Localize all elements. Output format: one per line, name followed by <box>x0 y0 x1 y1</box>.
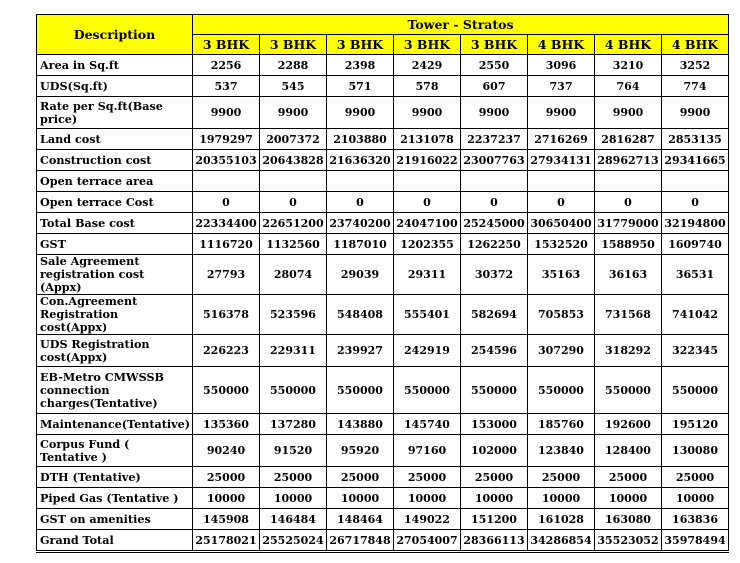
cell-value: 135360 <box>193 414 260 435</box>
cell-value: 550000 <box>260 367 327 414</box>
cell-value: 35523052 <box>595 530 662 552</box>
cell-value: 25245000 <box>461 213 528 234</box>
row-label: Corpus Fund ( Tentative ) <box>37 435 193 467</box>
cell-value: 27793 <box>193 255 260 295</box>
cell-value: 90240 <box>193 435 260 467</box>
cell-value: 10000 <box>327 488 394 509</box>
cell-value: 550000 <box>394 367 461 414</box>
cell-value: 318292 <box>595 335 662 367</box>
row-label: Construction cost <box>37 150 193 171</box>
cell-value: 151200 <box>461 509 528 530</box>
table-row <box>37 488 729 509</box>
cell-value: 523596 <box>260 295 327 335</box>
cell-value <box>595 171 662 192</box>
row-label: Area in Sq.ft <box>37 55 193 76</box>
cell-value: 2131078 <box>394 129 461 150</box>
cell-value: 9900 <box>528 97 595 129</box>
cell-value: 705853 <box>528 295 595 335</box>
cell-value: 0 <box>662 192 729 213</box>
cell-value <box>327 171 394 192</box>
table-row <box>37 97 729 129</box>
table-row <box>37 335 729 367</box>
cell-value: 550000 <box>528 367 595 414</box>
cell-value: 28074 <box>260 255 327 295</box>
cell-value: 239927 <box>327 335 394 367</box>
cell-value: 550000 <box>662 367 729 414</box>
cell-value: 25000 <box>595 467 662 488</box>
table-row <box>37 171 729 192</box>
cell-value: 0 <box>528 192 595 213</box>
cell-value: 123840 <box>528 435 595 467</box>
row-label: Open terrace Cost <box>37 192 193 213</box>
description-header: Description <box>37 15 193 55</box>
cell-value: 2288 <box>260 55 327 76</box>
cell-value: 774 <box>662 76 729 97</box>
cell-value: 550000 <box>327 367 394 414</box>
cell-value: 10000 <box>528 488 595 509</box>
table-row <box>37 367 729 414</box>
cell-value: 95920 <box>327 435 394 467</box>
cell-value: 146484 <box>260 509 327 530</box>
cell-value: 1262250 <box>461 234 528 255</box>
cell-value: 29311 <box>394 255 461 295</box>
cell-value: 143880 <box>327 414 394 435</box>
table-row <box>37 467 729 488</box>
row-label: UDS Registration cost(Appx) <box>37 335 193 367</box>
cell-value: 0 <box>327 192 394 213</box>
cell-value: 548408 <box>327 295 394 335</box>
cell-value: 20643828 <box>260 150 327 171</box>
cell-value: 91520 <box>260 435 327 467</box>
cell-value: 29039 <box>327 255 394 295</box>
cell-value: 9900 <box>394 97 461 129</box>
cell-value: 550000 <box>595 367 662 414</box>
cell-value: 21636320 <box>327 150 394 171</box>
cell-value: 28366113 <box>461 530 528 552</box>
row-label: GST on amenities <box>37 509 193 530</box>
cell-value: 2716269 <box>528 129 595 150</box>
row-label: Land cost <box>37 129 193 150</box>
cell-value: 149022 <box>394 509 461 530</box>
cell-value: 30372 <box>461 255 528 295</box>
unit-header: 3 BHK <box>327 35 394 55</box>
cell-value: 23007763 <box>461 150 528 171</box>
cell-value: 550000 <box>461 367 528 414</box>
cell-value: 9900 <box>595 97 662 129</box>
cell-value: 9900 <box>193 97 260 129</box>
cell-value: 550000 <box>193 367 260 414</box>
cell-value: 229311 <box>260 335 327 367</box>
unit-header: 4 BHK <box>595 35 662 55</box>
cell-value: 29341665 <box>662 150 729 171</box>
cell-value: 25000 <box>461 467 528 488</box>
cell-value: 1132560 <box>260 234 327 255</box>
cell-value: 20355103 <box>193 150 260 171</box>
cell-value: 3252 <box>662 55 729 76</box>
row-label: Maintenance(Tentative) <box>37 414 193 435</box>
table-row <box>37 509 729 530</box>
row-label: EB-Metro CMWSSB connection charges(Tentative) <box>37 367 193 414</box>
cell-value: 0 <box>595 192 662 213</box>
unit-header: 3 BHK <box>193 35 260 55</box>
cell-value: 10000 <box>595 488 662 509</box>
cell-value: 2103880 <box>327 129 394 150</box>
cell-value: 10000 <box>260 488 327 509</box>
cell-value: 2237237 <box>461 129 528 150</box>
cell-value <box>260 171 327 192</box>
row-label: Total Base cost <box>37 213 193 234</box>
table-row <box>37 414 729 435</box>
unit-header: 3 BHK <box>260 35 327 55</box>
cell-value: 10000 <box>662 488 729 509</box>
unit-header: 4 BHK <box>528 35 595 55</box>
cell-value: 9900 <box>260 97 327 129</box>
cell-value: 307290 <box>528 335 595 367</box>
cell-value: 137280 <box>260 414 327 435</box>
cell-value: 3096 <box>528 55 595 76</box>
row-label: Open terrace area <box>37 171 193 192</box>
cell-value: 254596 <box>461 335 528 367</box>
table-row <box>37 295 729 335</box>
cell-value: 27054007 <box>394 530 461 552</box>
cell-value: 31779000 <box>595 213 662 234</box>
cell-value: 25525024 <box>260 530 327 552</box>
row-label: DTH (Tentative) <box>37 467 193 488</box>
cell-value: 545 <box>260 76 327 97</box>
cell-value: 2853135 <box>662 129 729 150</box>
cell-value: 25000 <box>528 467 595 488</box>
cell-value: 26717848 <box>327 530 394 552</box>
cell-value: 537 <box>193 76 260 97</box>
row-label: Con.Agreement Registration cost(Appx) <box>37 295 193 335</box>
cell-value <box>461 171 528 192</box>
cell-value: 25000 <box>394 467 461 488</box>
cell-value: 35163 <box>528 255 595 295</box>
cell-value: 25000 <box>662 467 729 488</box>
unit-header: 3 BHK <box>394 35 461 55</box>
cell-value: 1609740 <box>662 234 729 255</box>
cell-value: 36163 <box>595 255 662 295</box>
row-label: Sale Agreement registration cost (Appx) <box>37 255 193 295</box>
cell-value: 737 <box>528 76 595 97</box>
cell-value: 195120 <box>662 414 729 435</box>
row-label: UDS(Sq.ft) <box>37 76 193 97</box>
cell-value: 226223 <box>193 335 260 367</box>
cell-value: 578 <box>394 76 461 97</box>
cell-value: 1202355 <box>394 234 461 255</box>
cell-value: 10000 <box>461 488 528 509</box>
table-row <box>37 150 729 171</box>
cell-value: 23740200 <box>327 213 394 234</box>
cell-value: 9900 <box>461 97 528 129</box>
row-label: GST <box>37 234 193 255</box>
table-row <box>37 192 729 213</box>
cell-value: 516378 <box>193 295 260 335</box>
cell-value <box>528 171 595 192</box>
cell-value: 145740 <box>394 414 461 435</box>
cell-value: 148464 <box>327 509 394 530</box>
cell-value <box>662 171 729 192</box>
cell-value: 22651200 <box>260 213 327 234</box>
cell-value: 10000 <box>193 488 260 509</box>
cell-value: 1187010 <box>327 234 394 255</box>
cell-value: 1532520 <box>528 234 595 255</box>
cell-value: 9900 <box>662 97 729 129</box>
cell-value: 25178021 <box>193 530 260 552</box>
cell-value: 163080 <box>595 509 662 530</box>
unit-header: 4 BHK <box>662 35 729 55</box>
row-label: Rate per Sq.ft(Base price) <box>37 97 193 129</box>
cell-value: 185760 <box>528 414 595 435</box>
cell-value: 764 <box>595 76 662 97</box>
cell-value: 242919 <box>394 335 461 367</box>
cell-value: 0 <box>193 192 260 213</box>
cell-value: 731568 <box>595 295 662 335</box>
cell-value: 192600 <box>595 414 662 435</box>
cell-value: 2429 <box>394 55 461 76</box>
cost-sheet <box>36 14 728 553</box>
table-row <box>37 234 729 255</box>
cell-value: 25000 <box>260 467 327 488</box>
cell-value: 1116720 <box>193 234 260 255</box>
cost-table-body <box>37 55 729 552</box>
cell-value: 163836 <box>662 509 729 530</box>
cell-value: 22334400 <box>193 213 260 234</box>
cell-value: 3210 <box>595 55 662 76</box>
cell-value: 130080 <box>662 435 729 467</box>
cell-value <box>394 171 461 192</box>
cell-value: 555401 <box>394 295 461 335</box>
cell-value: 145908 <box>193 509 260 530</box>
cell-value: 0 <box>260 192 327 213</box>
cell-value: 97160 <box>394 435 461 467</box>
cell-value: 161028 <box>528 509 595 530</box>
cell-value: 0 <box>461 192 528 213</box>
table-row <box>37 55 729 76</box>
cell-value: 2550 <box>461 55 528 76</box>
row-label: Piped Gas (Tentative ) <box>37 488 193 509</box>
cell-value: 2007372 <box>260 129 327 150</box>
cell-value: 27934131 <box>528 150 595 171</box>
cell-value: 25000 <box>193 467 260 488</box>
cell-value: 9900 <box>327 97 394 129</box>
cell-value: 28962713 <box>595 150 662 171</box>
cell-value: 102000 <box>461 435 528 467</box>
cell-value: 10000 <box>394 488 461 509</box>
cell-value: 25000 <box>327 467 394 488</box>
cell-value: 36531 <box>662 255 729 295</box>
table-row <box>37 129 729 150</box>
table-row <box>37 255 729 295</box>
cell-value <box>193 171 260 192</box>
cell-value: 1588950 <box>595 234 662 255</box>
cell-value: 34286854 <box>528 530 595 552</box>
cell-value: 24047100 <box>394 213 461 234</box>
cell-value: 582694 <box>461 295 528 335</box>
table-row <box>37 76 729 97</box>
cell-value: 32194800 <box>662 213 729 234</box>
cell-value: 2816287 <box>595 129 662 150</box>
cost-table <box>36 14 729 553</box>
cell-value: 2256 <box>193 55 260 76</box>
table-row <box>37 213 729 234</box>
cell-value: 30650400 <box>528 213 595 234</box>
cell-value: 21916022 <box>394 150 461 171</box>
cell-value: 571 <box>327 76 394 97</box>
cell-value: 607 <box>461 76 528 97</box>
cell-value: 322345 <box>662 335 729 367</box>
cell-value: 0 <box>394 192 461 213</box>
cell-value: 1979297 <box>193 129 260 150</box>
table-row <box>37 435 729 467</box>
table-row <box>37 530 729 552</box>
unit-header: 3 BHK <box>461 35 528 55</box>
cell-value: 128400 <box>595 435 662 467</box>
cell-value: 153000 <box>461 414 528 435</box>
row-label: Grand Total <box>37 530 193 552</box>
cell-value: 741042 <box>662 295 729 335</box>
tower-header: Tower - Stratos <box>193 15 729 35</box>
cell-value: 35978494 <box>662 530 729 552</box>
cell-value: 2398 <box>327 55 394 76</box>
